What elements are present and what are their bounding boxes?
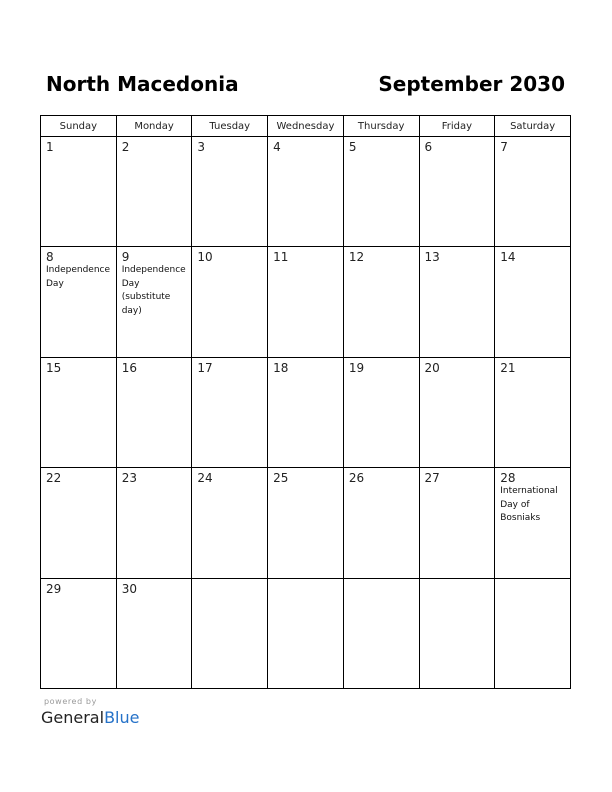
day-number: 24	[197, 471, 213, 486]
day-number: 8	[46, 250, 54, 265]
calendar-day-cell	[419, 247, 495, 357]
calendar-day-cell	[268, 247, 344, 357]
weekday-header: Wednesday	[268, 116, 344, 137]
calendar-day-cell	[419, 468, 495, 578]
day-number: 23	[121, 471, 137, 486]
weekday-header: Tuesday	[192, 116, 268, 137]
country-title: North Macedonia	[46, 72, 239, 96]
calendar-day-cell	[41, 247, 117, 357]
calendar-day-cell	[268, 357, 344, 467]
calendar-day-cell	[192, 578, 268, 688]
day-number: 16	[121, 360, 137, 375]
calendar-day-cell	[116, 578, 192, 688]
weekday-header: Saturday	[495, 116, 571, 137]
day-number: 25	[273, 471, 289, 486]
day-number: 14	[500, 250, 516, 265]
day-number: 22	[46, 471, 62, 486]
day-number: 18	[273, 360, 289, 375]
calendar-day-cell	[343, 137, 419, 247]
weekday-header-row	[41, 116, 571, 137]
calendar-week-row	[41, 247, 571, 357]
day-number: 4	[273, 140, 281, 154]
calendar-day-cell	[343, 468, 419, 578]
calendar-day-cell	[268, 137, 344, 247]
day-number: 29	[46, 581, 62, 596]
calendar-day-cell	[116, 468, 192, 578]
calendar-day-cell	[343, 578, 419, 688]
day-number: 2	[121, 140, 130, 154]
day-number: 28	[500, 471, 516, 486]
day-number: 3	[197, 140, 206, 154]
brand-logo[interactable]	[41, 708, 139, 728]
powered-by-text: powered by	[44, 697, 97, 706]
calendar-day-cell	[343, 357, 419, 467]
day-number: 10	[197, 250, 213, 265]
day-number: 7	[500, 140, 508, 154]
calendar-grid	[40, 115, 571, 689]
weekday-header: Sunday	[41, 116, 117, 137]
calendar-day-cell	[116, 247, 192, 357]
day-number: 19	[348, 360, 365, 375]
calendar-day-cell	[495, 357, 571, 467]
calendar-day-cell	[495, 468, 571, 578]
calendar-day-cell	[268, 468, 344, 578]
holiday-label: Independence Day (substitute day)	[121, 265, 186, 316]
calendar-day-cell	[41, 578, 117, 688]
calendar-day-cell	[192, 247, 268, 357]
brand-general-text: General	[41, 708, 105, 727]
calendar-day-cell	[495, 137, 571, 247]
calendar-day-cell	[41, 357, 117, 467]
day-number: 11	[273, 250, 289, 265]
calendar-day-cell	[495, 247, 571, 357]
footer-branding	[41, 697, 139, 728]
calendar-day-cell	[419, 578, 495, 688]
calendar-day-cell	[192, 137, 268, 247]
day-number: 12	[348, 250, 365, 265]
day-number: 1	[46, 140, 54, 154]
day-number: 13	[424, 250, 440, 265]
calendar-week-row	[41, 357, 571, 467]
calendar-day-cell	[116, 357, 192, 467]
day-number: 15	[46, 360, 62, 375]
day-number: 21	[500, 360, 516, 375]
day-number: 6	[424, 140, 433, 154]
calendar-day-cell	[419, 137, 495, 247]
calendar-day-cell	[495, 578, 571, 688]
day-number: 5	[348, 140, 357, 154]
day-number: 26	[348, 471, 365, 486]
calendar-day-cell	[268, 578, 344, 688]
weekday-header: Friday	[419, 116, 495, 137]
weekday-header: Monday	[116, 116, 192, 137]
day-number: 27	[424, 471, 440, 486]
day-number: 20	[424, 360, 440, 375]
calendar-day-cell	[192, 357, 268, 467]
month-year-title: September 2030	[378, 72, 565, 96]
weekday-header: Thursday	[343, 116, 419, 137]
calendar-week-row	[41, 137, 571, 247]
calendar-day-cell	[419, 357, 495, 467]
calendar-day-cell	[41, 137, 117, 247]
day-number: 30	[121, 581, 137, 596]
calendar-day-cell	[343, 247, 419, 357]
day-number: 9	[121, 250, 130, 265]
holiday-label: Independence Day	[46, 265, 111, 289]
holiday-label: International Day of Bosniaks	[500, 486, 558, 524]
calendar-week-row	[41, 468, 571, 578]
calendar-week-row	[41, 578, 571, 688]
calendar-day-cell	[116, 137, 192, 247]
brand-blue-text: Blue	[104, 708, 140, 727]
day-number: 17	[197, 360, 213, 375]
calendar-day-cell	[192, 468, 268, 578]
calendar-day-cell	[41, 468, 117, 578]
